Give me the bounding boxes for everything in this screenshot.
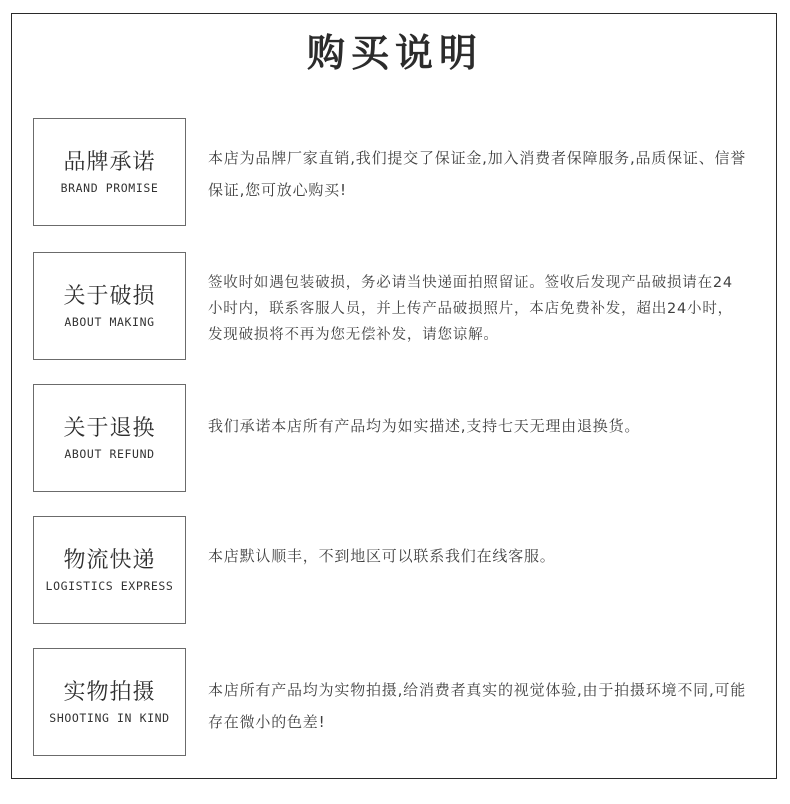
section-label-en: LOGISTICS EXPRESS (45, 579, 174, 593)
section-label-box (33, 118, 186, 226)
section-label-cn: 关于退换 (63, 416, 156, 441)
section-description: 本店默认顺丰，不到地区可以联系我们在线客服。 (208, 547, 556, 565)
section-label-box (33, 252, 186, 360)
section-about-damage (33, 252, 753, 362)
section-description: 我们承诺本店所有产品均为如实描述,支持七天无理由退换货。 (208, 417, 641, 435)
section-label-cn: 品牌承诺 (63, 150, 156, 175)
section-about-refund (33, 384, 753, 494)
section-label-en: ABOUT REFUND (64, 447, 155, 461)
section-label-cn: 物流快递 (63, 548, 156, 573)
section-label-cn: 实物拍摄 (63, 680, 156, 705)
section-label-en: ABOUT MAKING (64, 315, 155, 329)
section-label-en: BRAND PROMISE (60, 181, 159, 195)
section-description: 签收时如遇包装破损，务必请当快递面拍照留证。签收后发现产品破损请在24小时内，联系客服人员，并上传产品破损照片，本店免费补发，超出24小时，发现破损将不再为您无偿补发，请您谅解。 (208, 275, 733, 343)
section-label-box (33, 516, 186, 624)
section-label-box (33, 648, 186, 756)
section-brand-promise (33, 118, 753, 228)
section-shooting-in-kind (33, 648, 753, 758)
section-description: 本店所有产品均为实物拍摄,给消费者真实的视觉体验,由于拍摄环境不同,可能存在微小的色差! (208, 681, 747, 731)
section-label-box (33, 384, 186, 492)
section-logistics (33, 516, 753, 626)
section-description: 本店为品牌厂家直销,我们提交了保证金,加入消费者保障服务,品质保证、信誉保证,您可放心购买! (208, 149, 747, 199)
page-title: 购买说明 (306, 30, 483, 75)
section-label-cn: 关于破损 (63, 284, 156, 309)
section-label-en: SHOOTING IN KIND (49, 711, 170, 725)
